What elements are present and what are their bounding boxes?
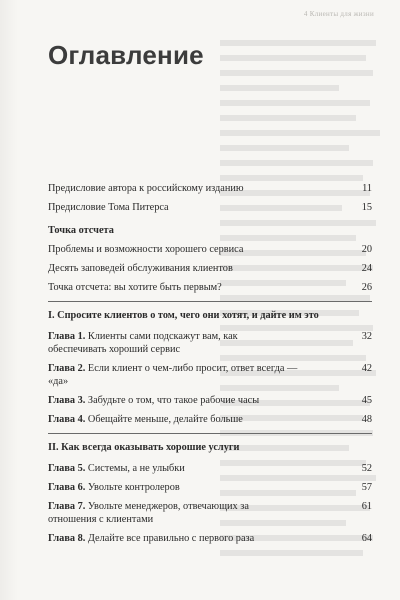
toc-entry-page: 11 <box>362 183 372 194</box>
toc-entry-page: 42 <box>361 363 372 374</box>
toc-entry[interactable] <box>48 532 372 551</box>
toc-entry-text: Делайте все правильно с первого раза <box>87 533 255 544</box>
part-title: I. Спросите клиентов о том, чего они хотят, и дайте им это <box>48 310 319 321</box>
toc-entry[interactable] <box>48 182 372 201</box>
chapter-label: Глава 4. <box>48 414 86 425</box>
toc-entry-text: Забудьте о том, что такое рабочие часы <box>87 395 260 406</box>
toc-entry-page: 57 <box>361 482 372 493</box>
chapter-label: Глава 1. <box>48 331 86 342</box>
page-title: Оглавление <box>48 40 204 70</box>
toc-entry-page: 20 <box>361 244 372 255</box>
part-2 <box>48 434 372 551</box>
chapter-label: Глава 8. <box>48 533 86 544</box>
toc-entry[interactable] <box>48 243 372 262</box>
part-1 <box>48 302 372 433</box>
running-head: 4 Клиенты для жизни <box>303 10 374 18</box>
chapter-label: Глава 2. <box>48 363 86 374</box>
toc-entry-page: 26 <box>361 282 372 293</box>
toc-entry[interactable] <box>48 262 372 281</box>
toc-entry[interactable] <box>48 281 372 301</box>
toc-entry[interactable] <box>48 201 372 224</box>
toc-entry-page: 24 <box>361 263 372 274</box>
section-heading: Точка отсчета <box>48 225 114 236</box>
chapter-label: Глава 5. <box>48 463 86 474</box>
front-matter <box>48 182 372 224</box>
toc-entry-page: 15 <box>361 202 372 213</box>
toc-entry-page: 64 <box>361 533 372 544</box>
toc-entry-text: Если клиент о чем-либо просит, ответ всегда — «да» <box>48 363 298 387</box>
table-of-contents <box>48 182 372 551</box>
toc-entry-text: Проблемы и возможности хорошего сервиса <box>48 244 244 255</box>
toc-entry-text: Клиенты сами подскажут вам, как обеспечивать хороший сервис <box>48 331 238 355</box>
toc-entry-text: Увольте менеджеров, отвечающих за отношения с клиентами <box>48 501 249 525</box>
toc-entry-page: 52 <box>361 463 372 474</box>
toc-entry-page: 32 <box>361 331 372 342</box>
toc-entry[interactable] <box>48 481 372 500</box>
toc-entry-page: 61 <box>361 501 372 512</box>
toc-entry[interactable] <box>48 500 372 532</box>
chapter-label: Глава 6. <box>48 482 86 493</box>
toc-entry[interactable] <box>48 413 372 433</box>
toc-entry-text: Увольте контролеров <box>87 482 180 493</box>
toc-entry-text: Системы, а не улыбки <box>87 463 185 474</box>
toc-entry-page: 45 <box>361 395 372 406</box>
part-title: II. Как всегда оказывать хорошие услуги <box>48 442 240 453</box>
toc-entry-text: Точка отсчета: вы хотите быть первым? <box>48 282 222 293</box>
chapter-label: Глава 3. <box>48 395 86 406</box>
toc-entry[interactable] <box>48 462 372 481</box>
toc-entry[interactable] <box>48 330 372 362</box>
chapter-label: Глава 7. <box>48 501 86 512</box>
toc-entry-page: 48 <box>361 414 372 425</box>
toc-entry-text: Предисловие Тома Питерса <box>48 202 169 213</box>
toc-entry-text: Обещайте меньше, делайте больше <box>87 414 243 425</box>
start-section <box>48 224 372 301</box>
toc-entry-text: Предисловие автора к российскому изданию <box>48 183 244 194</box>
toc-entry-text: Десять заповедей обслуживания клиентов <box>48 263 233 274</box>
toc-entry[interactable] <box>48 394 372 413</box>
toc-entry[interactable] <box>48 362 372 394</box>
